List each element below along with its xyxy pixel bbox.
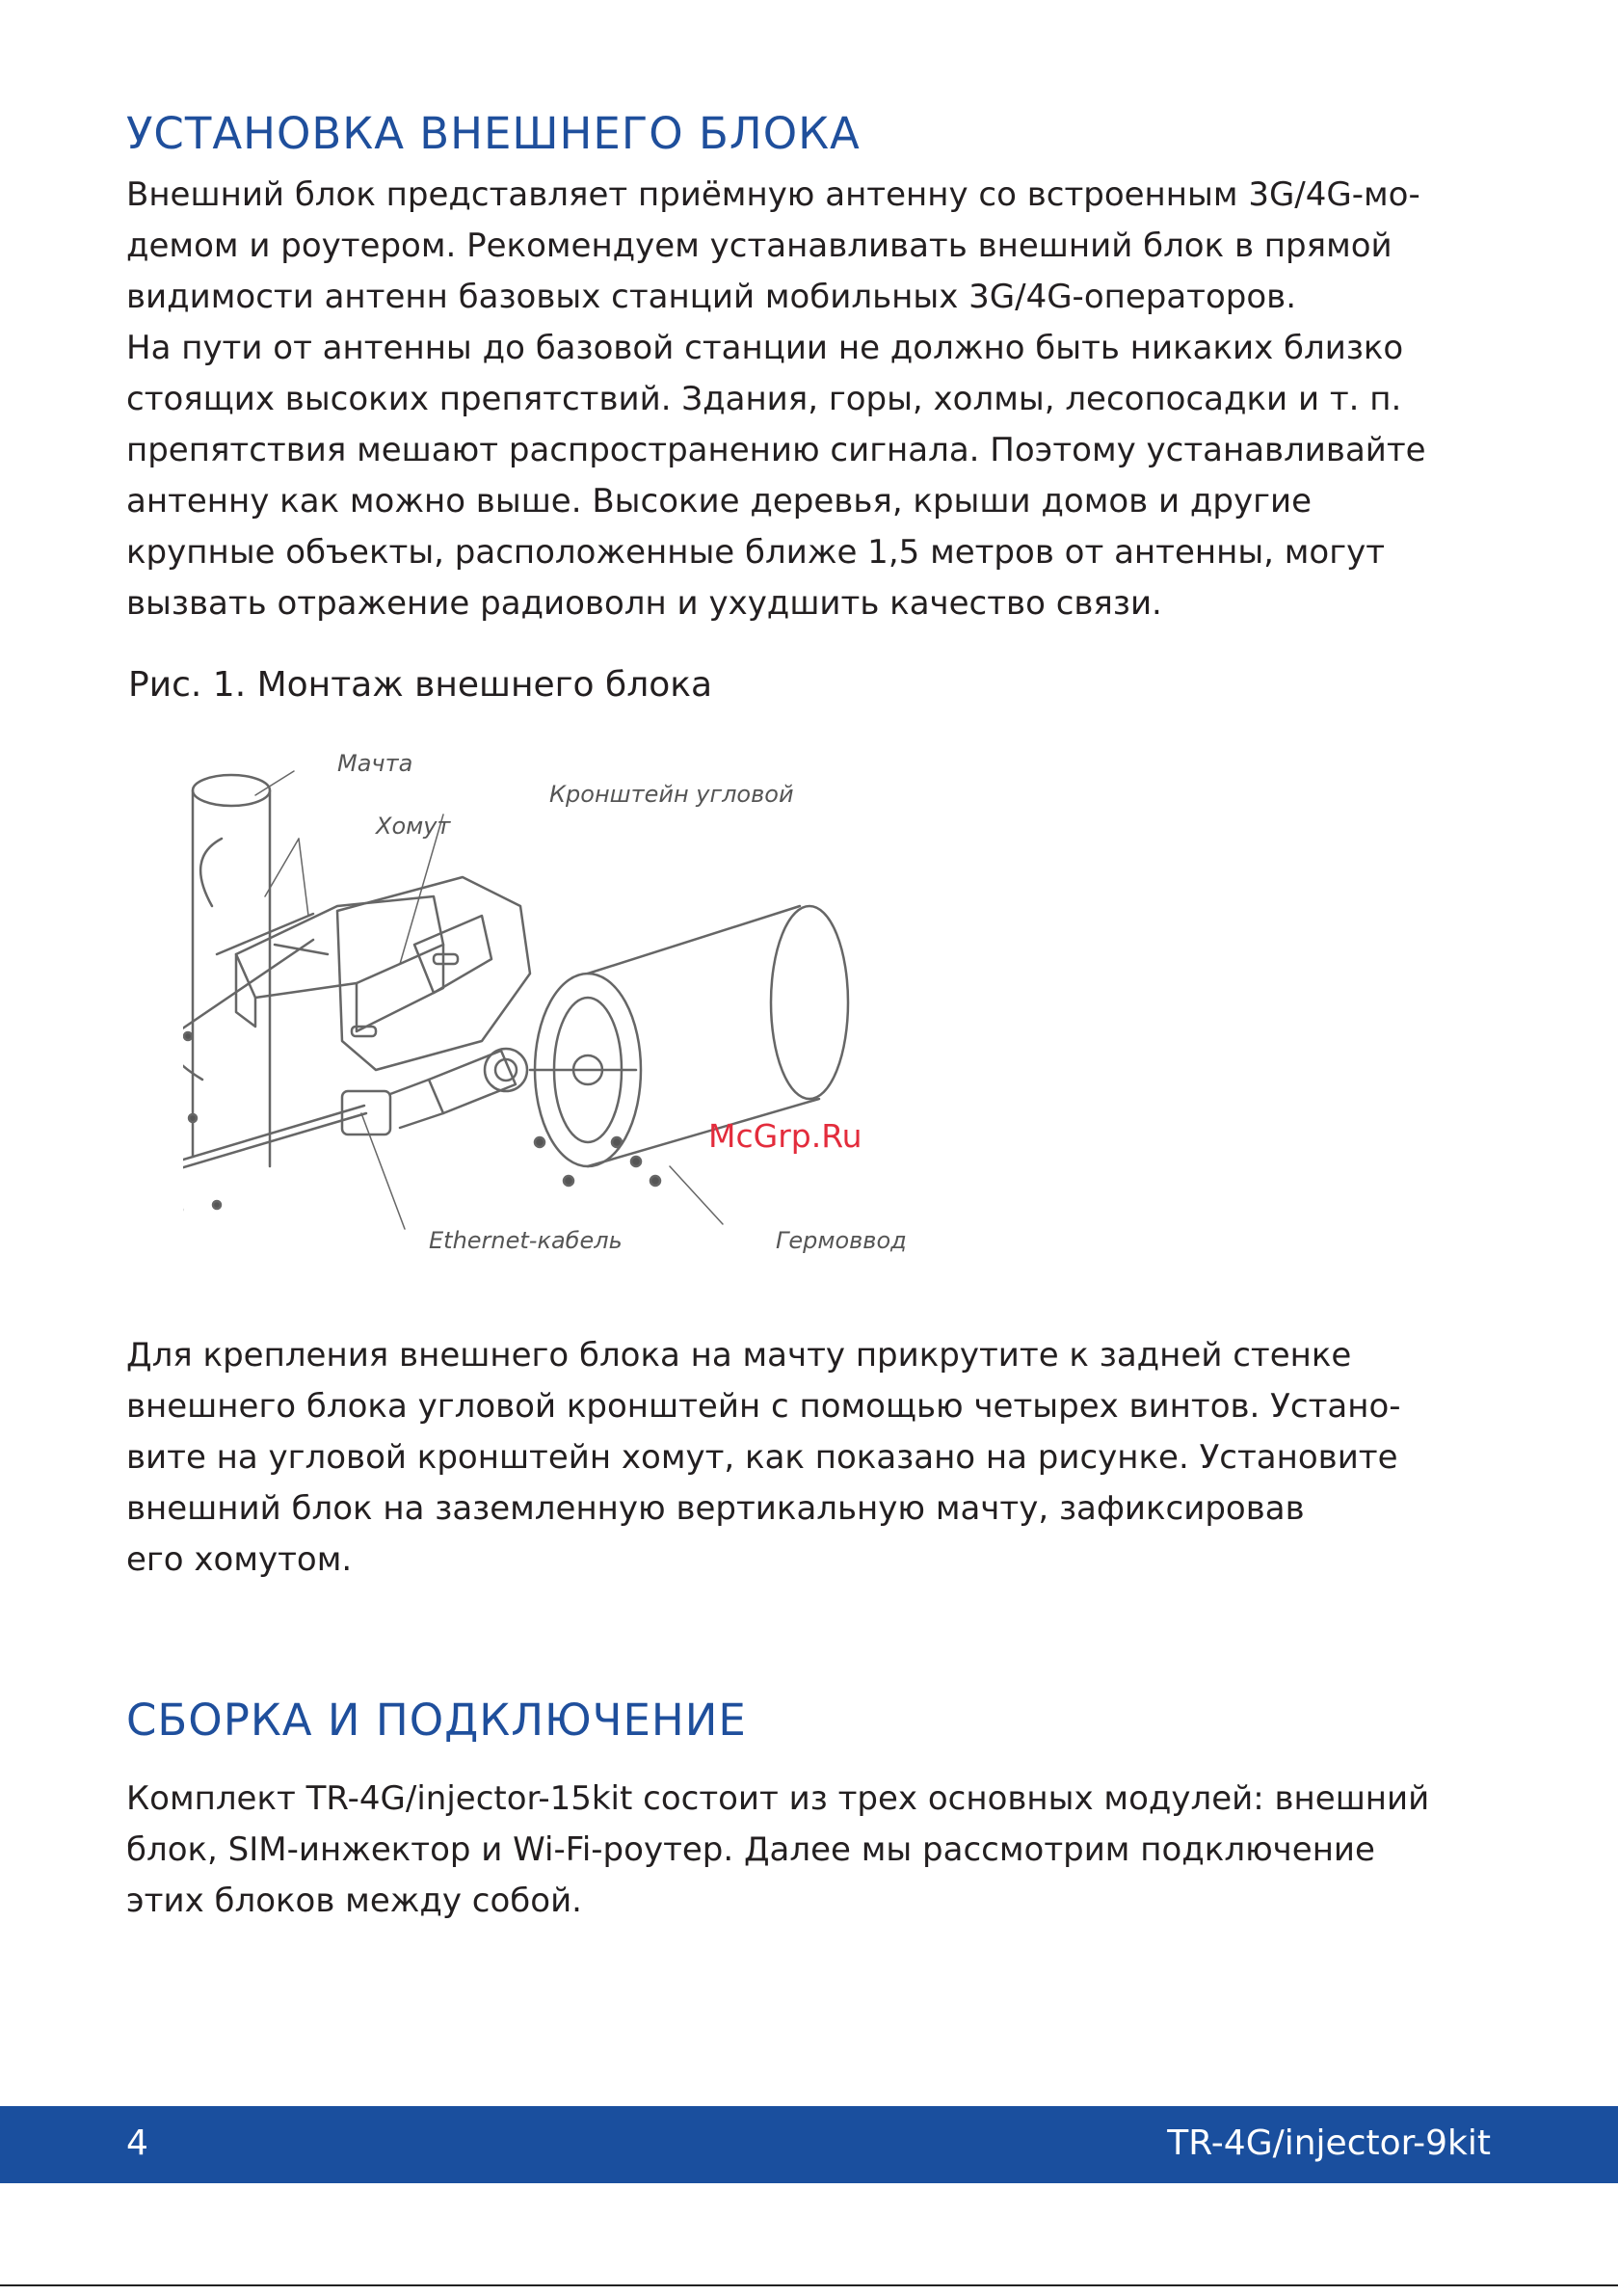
mounting-diagram-drawing: [183, 752, 973, 1272]
label-bracket: Кронштейн угловой: [549, 781, 794, 808]
text-line: На пути от антенны до базовой станции не должно быть никаких близко: [126, 329, 1404, 367]
label-clamp: Хомут: [376, 813, 451, 840]
text-line: Внешний блок представляет приёмную антенну со встроенным 3G/4G-мо-: [126, 175, 1420, 214]
text-line: крупные объекты, расположенные ближе 1,5 метров от антенны, могут: [126, 533, 1386, 572]
text-line: стоящих высоких препятствий. Здания, горы, холмы, лесопосадки и т. п.: [126, 380, 1402, 418]
label-gland: Гермоввод: [776, 1227, 907, 1254]
mounting-diagram: [183, 752, 973, 1272]
text-line: блок, SIM-инжектор и Wi-Fi-роутер. Далее мы рассмотрим подключение: [126, 1830, 1375, 1869]
document-title: TR-4G/injector-9kit: [1167, 2123, 1491, 2163]
bracket-drawing: [236, 877, 530, 1070]
footer-bar: [0, 2106, 1618, 2183]
section-title-assembly: СБОРКА И ПОДКЛЮЧЕНИЕ: [126, 1695, 747, 1746]
assembly-paragraph: [126, 1774, 1429, 1927]
text-line: демом и роутером. Рекомендуем устанавливать внешний блок в прямой: [126, 227, 1393, 265]
text-line: вите на угловой кронштейн хомут, как показано на рисунке. Установите: [126, 1438, 1398, 1477]
watermark: McGrp.Ru: [708, 1117, 862, 1155]
label-ethernet-cable: Ethernet-кабель: [429, 1227, 623, 1254]
installation-paragraph: [126, 170, 1426, 629]
text-line: препятствия мешают распространению сигнала. Поэтому устанавливайте: [126, 431, 1426, 469]
section-title-installation: УСТАНОВКА ВНЕШНЕГО БЛОКА: [126, 108, 861, 159]
text-line: его хомутом.: [126, 1540, 353, 1579]
leader-lines: [255, 771, 723, 1229]
mount-paragraph: [126, 1330, 1401, 1586]
text-line: видимости антенн базовых станций мобильных 3G/4G-операторов.: [126, 278, 1297, 316]
cable-gland-drawing: [183, 1049, 527, 1176]
text-line: внешнего блока угловой кронштейн с помощью четырех винтов. Устано-: [126, 1387, 1401, 1426]
label-mast: Мачта: [337, 752, 413, 777]
text-line: вызвать отражение радиоволн и ухудшить качество связи.: [126, 584, 1162, 623]
text-line: внешний блок на заземленную вертикальную мачту, зафиксировав: [126, 1489, 1305, 1528]
text-line: Комплект TR-4G/injector-15kit состоит из трех основных модулей: внешний: [126, 1779, 1430, 1818]
text-line: Для крепления внешнего блока на мачту прикрутите к задней стенке: [126, 1336, 1352, 1375]
page-number: 4: [126, 2123, 148, 2163]
clamp-drawing: [183, 839, 328, 1080]
text-line: антенну как можно выше. Высокие деревья, крыши домов и другие: [126, 482, 1313, 521]
bottom-edge-divider: [0, 2284, 1618, 2286]
screws-drawing: [183, 1032, 660, 1214]
text-line: этих блоков между собой.: [126, 1882, 582, 1920]
figure-caption: Рис. 1. Монтаж внешнего блока: [128, 665, 713, 705]
mast-drawing: [193, 775, 270, 1166]
